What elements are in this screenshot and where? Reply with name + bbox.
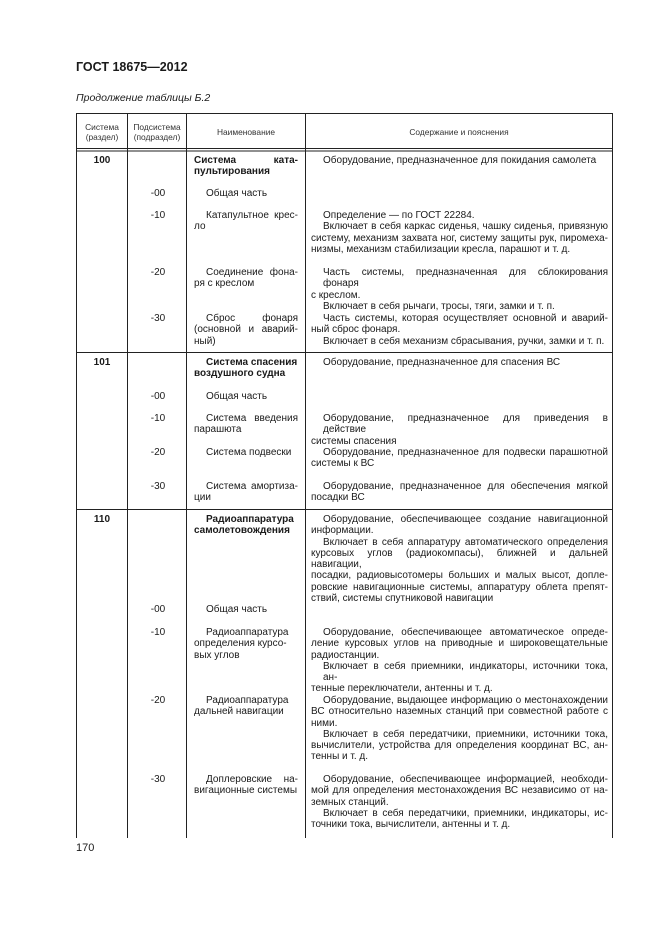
table-caption: Продолжение таблицы Б.2: [76, 92, 211, 104]
subsystem-code: -10: [150, 413, 166, 424]
row-name: Система подвески: [206, 447, 292, 458]
row-description: Оборудование, выдающее информацию о местонахождении ВС относительно наземных станций при совместной работе с ними. Включает в себя передатчики, приемники, источники тока, вычислители, устройства для определения координат ВС, ан- тенны и т. д.: [311, 695, 608, 763]
row-description: Оборудование, обеспечивающее автоматическое опреде- ление курсовых углов на приводные и широковещательные радиостанции. Включает в себя приемники, индикаторы, источники тока, ан- тенные переключатели, антенны и т. д.: [311, 627, 608, 695]
subsystem-code: -10: [150, 210, 166, 221]
subsystem-code: -30: [150, 313, 166, 324]
section-description: Оборудование, предназначенное для спасения ВС: [323, 357, 561, 368]
row-name: Система введения парашюта: [194, 413, 298, 436]
row-description: Оборудование, предназначенное для обеспечения мягкой посадки ВС: [311, 481, 608, 504]
row-name: Система амортиза- ции: [194, 481, 298, 504]
page-number: 170: [76, 842, 95, 854]
row-name: Общая часть: [206, 391, 268, 402]
row-name: Общая часть: [206, 604, 268, 615]
subsystem-code: -00: [150, 604, 166, 615]
section-name: Радиоаппаратура самолетовождения: [194, 514, 294, 537]
subsystem-code: -20: [150, 695, 166, 706]
header-system: Система (раздел): [85, 122, 119, 142]
section-description: Оборудование, предназначенное для покидания самолета: [323, 155, 597, 166]
system-code: 110: [93, 514, 111, 525]
document-title: ГОСТ 18675—2012: [76, 60, 188, 74]
row-name: Доплеровские на- вигационные системы: [194, 774, 298, 797]
subsystem-code: -20: [150, 267, 166, 278]
header-subsystem: Подсистема (подраздел): [133, 122, 181, 142]
subsystem-code: -00: [150, 391, 166, 402]
row-name: Радиоаппаратура дальней навигации: [194, 695, 289, 718]
row-name: Соединение фона- ря с креслом: [194, 267, 298, 290]
row-name: Сброс фонаря (основной и аварий- ный): [194, 313, 298, 347]
row-name: Общая часть: [206, 188, 268, 199]
subsystem-code: -30: [150, 481, 166, 492]
row-name: Катапультное крес- ло: [194, 210, 298, 233]
header-content: Содержание и пояснения: [409, 127, 509, 137]
subsystem-code: -30: [150, 774, 166, 785]
section-name: Система спасения воздушного судна: [194, 357, 298, 380]
subsystem-code: -00: [150, 188, 166, 199]
system-code: 101: [93, 357, 111, 368]
system-code: 100: [93, 155, 111, 166]
row-name: Радиоаппаратура определения курсо- вых углов: [194, 627, 289, 661]
row-description: Часть системы, которая осуществляет основной и аварий- ный сброс фонаря. Включает в себя механизм сбрасывания, ручки, замки и т. п.: [311, 313, 608, 347]
section-description: Оборудование, обеспечивающее создание навигационной информации. Включает в себя аппаратуру автоматического определения курсовых углов (радиокомпасы), ближней и дальней навигации, посадки, радиовысотомеры больших и малых высот, допле- ровские навигационные системы, аппаратуру облета препят- ствий, системы спутниковой навигации: [311, 514, 608, 605]
subsystem-code: -10: [150, 627, 166, 638]
section-name: Система ката- пультирования: [194, 155, 298, 178]
row-description: Оборудование, обеспечивающее информацией, необходи- мой для определения местонахождения ВС независимо от на- земных станций. Включает в себя передатчики, приемники, индикаторы, ис- точники тока, вычислители, антенны и т. д.: [311, 774, 608, 831]
row-description: Оборудование, предназначенное для подвески парашютной системы к ВС: [311, 447, 608, 470]
row-description: Определение — по ГОСТ 22284. Включает в себя каркас сиденья, чашку сиденья, привязную систему, механизм захвата ног, систему защиты рук, пиромеха- низмы, механизм стабилизации кресла, парашют и т. д.: [311, 210, 608, 255]
header-name: Наименование: [216, 127, 276, 137]
subsystem-code: -20: [150, 447, 166, 458]
row-description: Часть системы, предназначенная для сблокирования фонаря с креслом. Включает в себя рычаги, тросы, тяги, замки и т. п.: [311, 267, 608, 312]
row-description: Оборудование, предназначенное для приведения в действие системы спасения: [311, 413, 608, 447]
